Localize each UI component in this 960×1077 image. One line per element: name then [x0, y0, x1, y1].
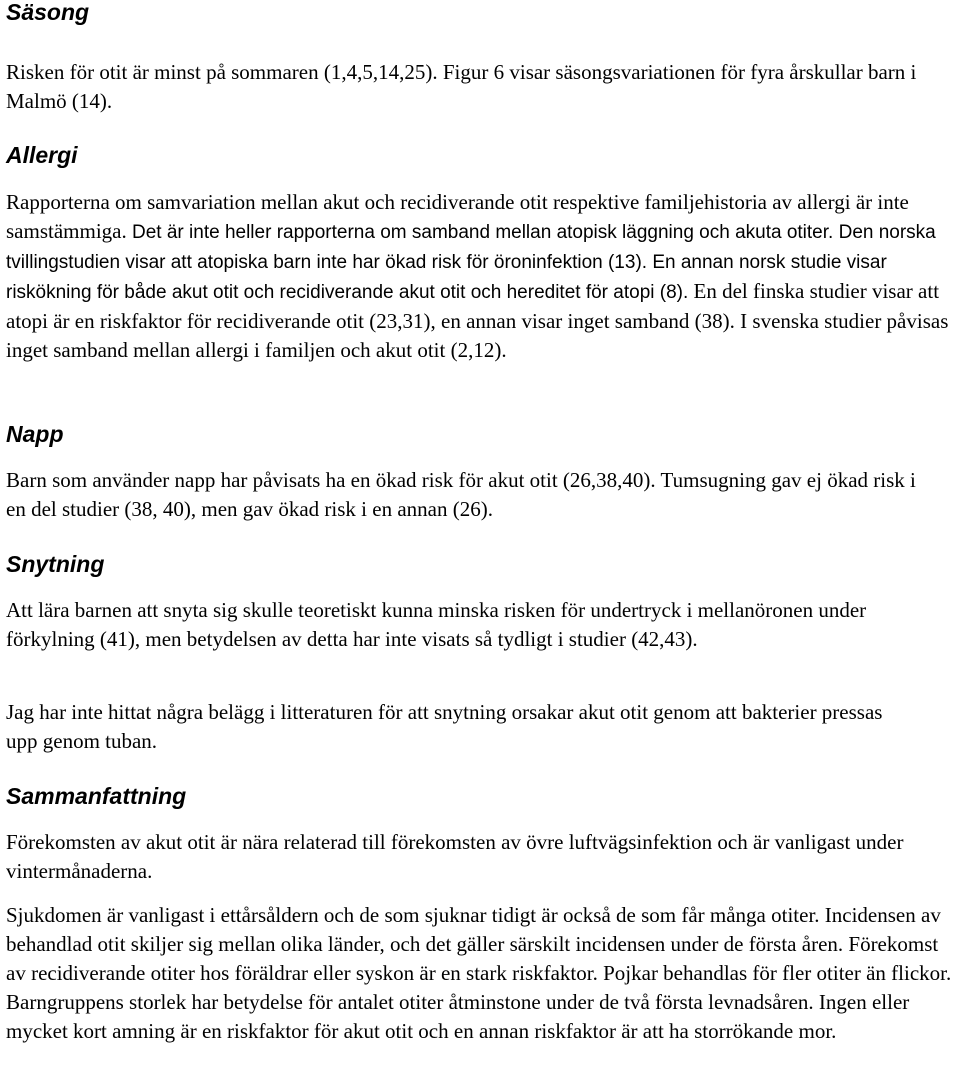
paragraph-snytning-1: Att lära barnen att snyta sig skulle teoretiskt kunna minska risken för undertryck i mellanöronen under förkylning (41), men betydelsen av detta har inte visats så tydligt i studier (42,43).	[6, 598, 867, 651]
allergi-sentence-4: En annan norsk studie visar riskökning för både akut otit och recidiverande akut otit och hereditet för atopi (8).	[6, 252, 887, 303]
allergi-sentence-5: En del finska studier visar att atopi är en riskfaktor för recidiverande otit (23,31), en annan visar inget samband (38).	[6, 279, 940, 333]
paragraph-sammanfattning-1: Förekomsten av akut otit är nära relaterad till förekomsten av övre luftvägsinfektion och är vanligast under vintermånaderna.	[6, 830, 904, 883]
allergi-sentence-1: Rapporterna om samvariation mellan akut och recidiverande otit respektive familjehistoria av allergi är inte samstämmiga.	[6, 190, 909, 243]
allergi-sentence-2: Det är inte heller rapporterna om samband mellan atopisk läggning och akuta otiter.	[126, 222, 834, 243]
paragraph-snytning-2: Jag har inte hittat några belägg i litteraturen för att snytning orsakar akut otit genom att bakterier pressas upp genom tuban.	[6, 700, 883, 753]
paragraph-napp: Barn som använder napp har påvisats ha en ökad risk för akut otit (26,38,40). Tumsugning gav ej ökad risk i en del studier (38, 40), men gav ökad risk i en annan (26).	[6, 468, 916, 521]
paragraph-sammanfattning-2: Sjukdomen är vanligast i ettårsåldern och de som sjuknar tidigt är också de som får många otiter. Incidensen av behandlad otit skiljer sig mellan olika länder, och det gäller särskilt incidensen under de första åren. Förekomst av recidiverande otiter hos föräldrar eller syskon är en stark riskfaktor. Pojkar behandlas för fler otiter än flickor. Barngruppens storlek har betydelse för antalet otiter åtminstone under de två första levnadsåren. Ingen eller mycket kort amning är en riskfaktor för akut otit och en annan riskfaktor är att ha storrökande mor.	[6, 903, 952, 1043]
allergi-sentence-3: Den norska tvillingstudien visar att atopiska barn inte har ökad risk för öroninfektion (13).	[6, 222, 936, 273]
section-heading-sammanfattning: Sammanfattning	[6, 783, 187, 809]
allergi-sentence-6: I svenska studier påvisas inget samband mellan allergi i familjen och akut otit (2,12).	[6, 309, 949, 362]
paragraph-sasong: Risken för otit är minst på sommaren (1,4,5,14,25). Figur 6 visar säsongsvariationen för fyra årskullar barn i Malmö (14).	[6, 60, 917, 113]
section-heading-snytning: Snytning	[6, 551, 105, 577]
section-heading-sasong: Säsong	[6, 0, 90, 25]
section-heading-allergi: Allergi	[6, 142, 78, 168]
section-heading-napp: Napp	[6, 421, 64, 447]
paragraph-allergi	[6, 188, 956, 365]
